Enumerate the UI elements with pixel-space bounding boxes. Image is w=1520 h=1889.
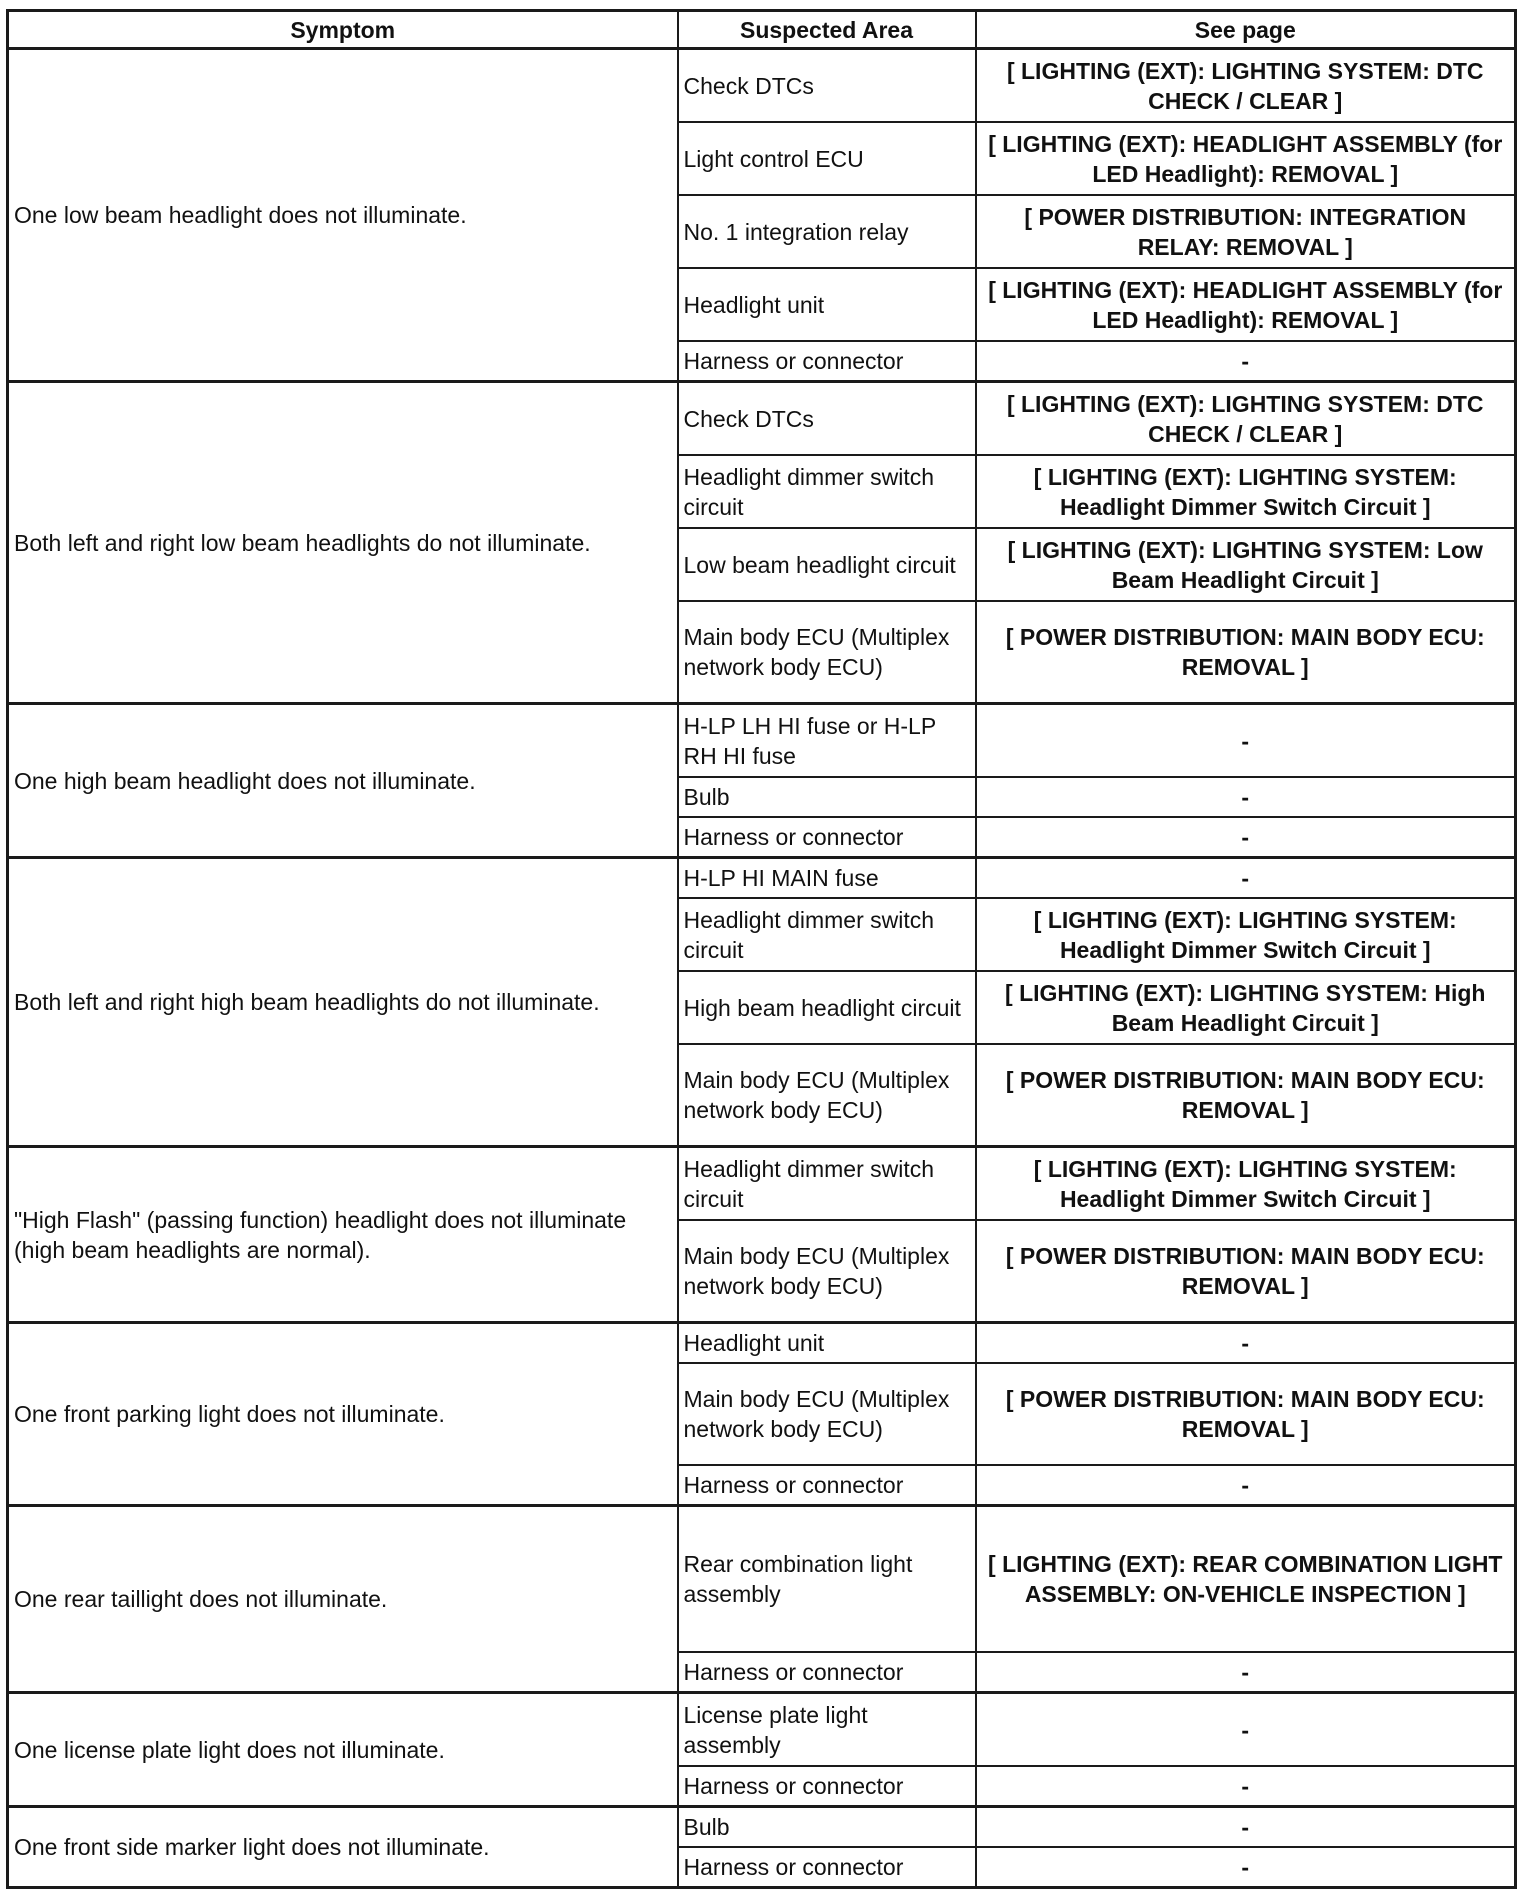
see-page-cell: - <box>976 1693 1516 1767</box>
symptom-cell: One front parking light does not illuminate. <box>8 1323 678 1506</box>
suspected-area-cell: H-LP HI MAIN fuse <box>678 858 976 899</box>
symptom-cell: Both left and right high beam headlights do not illuminate. <box>8 858 678 1147</box>
table-row <box>8 1807 1516 1848</box>
see-page-cell: - <box>976 777 1516 817</box>
see-page-cell: [ LIGHTING (EXT): HEADLIGHT ASSEMBLY (for LED Headlight): REMOVAL ] <box>976 122 1516 195</box>
suspected-area-cell: Check DTCs <box>678 382 976 456</box>
suspected-area-cell: Rear combination light assembly <box>678 1506 976 1653</box>
see-page-cell: - <box>976 341 1516 382</box>
header-symptom: Symptom <box>8 11 678 49</box>
see-page-cell: [ POWER DISTRIBUTION: MAIN BODY ECU: REMOVAL ] <box>976 1220 1516 1323</box>
header-suspected-area: Suspected Area <box>678 11 976 49</box>
suspected-area-cell: Harness or connector <box>678 1847 976 1888</box>
see-page-cell: [ LIGHTING (EXT): LIGHTING SYSTEM: Headlight Dimmer Switch Circuit ] <box>976 898 1516 971</box>
suspected-area-cell: Main body ECU (Multiplex network body ECU) <box>678 1044 976 1147</box>
table-row <box>8 1323 1516 1364</box>
symptom-cell: Both left and right low beam headlights do not illuminate. <box>8 382 678 704</box>
suspected-area-cell: License plate light assembly <box>678 1693 976 1767</box>
see-page-cell: - <box>976 1465 1516 1506</box>
symptom-cell: One high beam headlight does not illuminate. <box>8 704 678 858</box>
see-page-cell: [ POWER DISTRIBUTION: MAIN BODY ECU: REMOVAL ] <box>976 1363 1516 1465</box>
suspected-area-cell: No. 1 integration relay <box>678 195 976 268</box>
see-page-cell: - <box>976 1652 1516 1693</box>
suspected-area-cell: Headlight unit <box>678 268 976 341</box>
table-row <box>8 49 1516 123</box>
table-row <box>8 858 1516 899</box>
suspected-area-cell: Headlight dimmer switch circuit <box>678 1147 976 1221</box>
see-page-cell: [ LIGHTING (EXT): LIGHTING SYSTEM: Headlight Dimmer Switch Circuit ] <box>976 1147 1516 1221</box>
see-page-cell: - <box>976 858 1516 899</box>
see-page-cell: - <box>976 1323 1516 1364</box>
suspected-area-cell: Check DTCs <box>678 49 976 123</box>
see-page-cell: - <box>976 1807 1516 1848</box>
table-row <box>8 1506 1516 1653</box>
suspected-area-cell: Headlight dimmer switch circuit <box>678 898 976 971</box>
suspected-area-cell: Main body ECU (Multiplex network body ECU) <box>678 601 976 704</box>
see-page-cell: - <box>976 1847 1516 1888</box>
suspected-area-cell: H-LP LH HI fuse or H-LP RH HI fuse <box>678 704 976 778</box>
see-page-cell: [ LIGHTING (EXT): REAR COMBINATION LIGHT ASSEMBLY: ON-VEHICLE INSPECTION ] <box>976 1506 1516 1653</box>
symptom-cell: One front side marker light does not illuminate. <box>8 1807 678 1888</box>
suspected-area-cell: Headlight unit <box>678 1323 976 1364</box>
table-body <box>8 49 1516 1888</box>
suspected-area-cell: Main body ECU (Multiplex network body ECU) <box>678 1220 976 1323</box>
suspected-area-cell: Harness or connector <box>678 817 976 858</box>
see-page-cell: [ LIGHTING (EXT): LIGHTING SYSTEM: DTC CHECK / CLEAR ] <box>976 382 1516 456</box>
see-page-cell: [ POWER DISTRIBUTION: INTEGRATION RELAY: REMOVAL ] <box>976 195 1516 268</box>
troubleshooting-table <box>6 9 1517 1889</box>
header-see-page: See page <box>976 11 1516 49</box>
suspected-area-cell: Bulb <box>678 777 976 817</box>
see-page-cell: [ LIGHTING (EXT): LIGHTING SYSTEM: DTC CHECK / CLEAR ] <box>976 49 1516 123</box>
see-page-cell: - <box>976 817 1516 858</box>
suspected-area-cell: Harness or connector <box>678 1465 976 1506</box>
suspected-area-cell: Harness or connector <box>678 1766 976 1807</box>
troubleshooting-table-container <box>6 9 1514 1889</box>
symptom-cell: One rear taillight does not illuminate. <box>8 1506 678 1693</box>
suspected-area-cell: Light control ECU <box>678 122 976 195</box>
table-row <box>8 704 1516 778</box>
suspected-area-cell: Harness or connector <box>678 1652 976 1693</box>
suspected-area-cell: Main body ECU (Multiplex network body ECU) <box>678 1363 976 1465</box>
symptom-cell: One low beam headlight does not illuminate. <box>8 49 678 382</box>
suspected-area-cell: High beam headlight circuit <box>678 971 976 1044</box>
see-page-cell: [ LIGHTING (EXT): HEADLIGHT ASSEMBLY (for LED Headlight): REMOVAL ] <box>976 268 1516 341</box>
suspected-area-cell: Bulb <box>678 1807 976 1848</box>
see-page-cell: [ POWER DISTRIBUTION: MAIN BODY ECU: REMOVAL ] <box>976 1044 1516 1147</box>
table-row <box>8 1693 1516 1767</box>
see-page-cell: [ LIGHTING (EXT): LIGHTING SYSTEM: Headlight Dimmer Switch Circuit ] <box>976 455 1516 528</box>
symptom-cell: One license plate light does not illuminate. <box>8 1693 678 1807</box>
suspected-area-cell: Headlight dimmer switch circuit <box>678 455 976 528</box>
see-page-cell: [ LIGHTING (EXT): LIGHTING SYSTEM: Low Beam Headlight Circuit ] <box>976 528 1516 601</box>
see-page-cell: - <box>976 1766 1516 1807</box>
suspected-area-cell: Low beam headlight circuit <box>678 528 976 601</box>
table-row <box>8 382 1516 456</box>
symptom-cell: "High Flash" (passing function) headlight does not illuminate (high beam headlights are normal). <box>8 1147 678 1323</box>
see-page-cell: - <box>976 704 1516 778</box>
suspected-area-cell: Harness or connector <box>678 341 976 382</box>
header-row <box>8 11 1516 49</box>
table-row <box>8 1147 1516 1221</box>
see-page-cell: [ LIGHTING (EXT): LIGHTING SYSTEM: High Beam Headlight Circuit ] <box>976 971 1516 1044</box>
see-page-cell: [ POWER DISTRIBUTION: MAIN BODY ECU: REMOVAL ] <box>976 601 1516 704</box>
